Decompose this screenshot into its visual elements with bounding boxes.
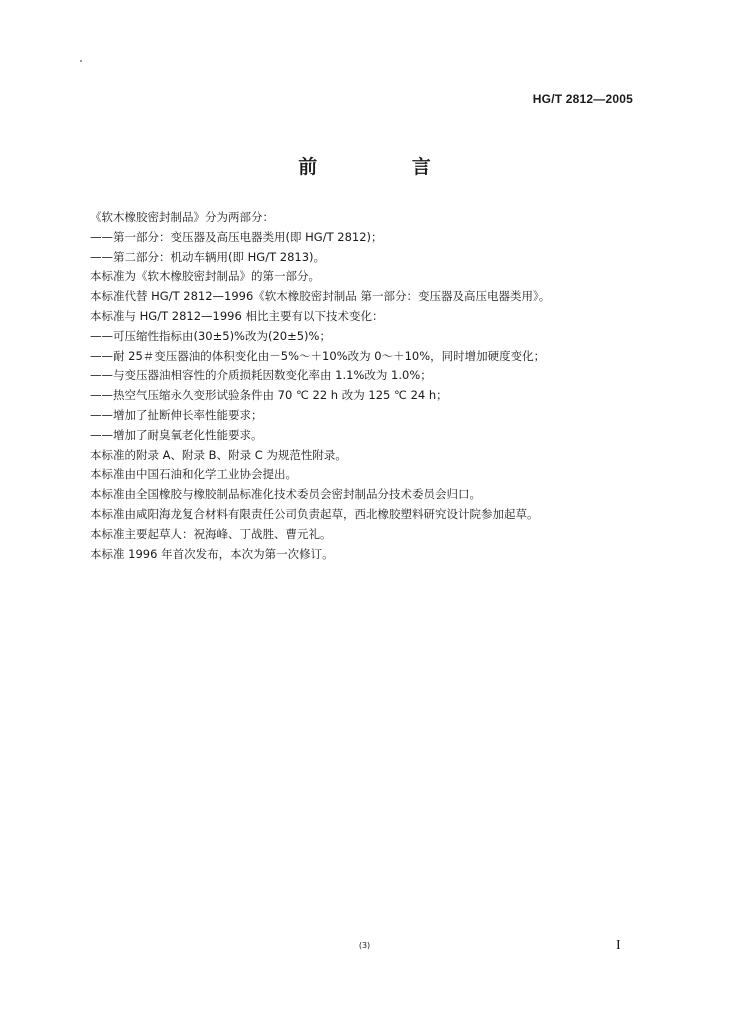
text-line: ——热空气压缩永久变形试验条件由 70 ℃ 22 h 改为 125 ℃ 24 h； <box>90 388 448 403</box>
text-line: 本标准代替 HG/T 2812—1996《软木橡胶密封制品 第一部分：变压器及高压电器类用》。 <box>90 289 551 304</box>
page-number: (3) <box>358 941 371 950</box>
standard-code: HG/T 2812—2005 <box>532 92 633 106</box>
text-line: 《软木橡胶密封制品》分为两部分： <box>90 210 274 224</box>
text-line: 本标准主要起草人：祝海峰、丁战胜、曹元礼。 <box>90 526 332 541</box>
text-line: ——第一部分：变压器及高压电器类用(即 HG/T 2812)； <box>90 229 383 244</box>
text-line: 本标准由咸阳海龙复合材料有限责任公司负责起草，西北橡胶塑料研究设计院参加起草。 <box>90 506 539 521</box>
page-title: 前 言 <box>298 156 475 178</box>
text-line: 本标准由中国石油和化学工业协会提出。 <box>90 467 297 482</box>
text-line: ——耐 25＃变压器油的体积变化由－5%～＋10%改为 0～＋10%，同时增加硬度变化； <box>90 348 546 363</box>
text-line: 本标准为《软木橡胶密封制品》的第一部分。 <box>90 269 320 284</box>
text-line: ——第二部分：机动车辆用(即 HG/T 2813)。 <box>90 249 326 264</box>
text-line: ——增加了扯断伸长率性能要求； <box>90 407 263 422</box>
text-line: 本标准与 HG/T 2812—1996 相比主要有以下技术变化： <box>90 308 384 323</box>
roman-page-number: I <box>616 938 621 953</box>
scan-speck <box>80 60 82 62</box>
text-line: ——可压缩性指标由(30±5)%改为(20±5)%； <box>90 328 331 343</box>
text-line: 本标准的附录 A、附录 B、附录 C 为规范性附录。 <box>90 447 347 462</box>
text-line: 本标准 1996 年首次发布，本次为第一次修订。 <box>90 546 334 561</box>
foreword-body <box>90 208 650 564</box>
text-line: ——与变压器油相容性的介质损耗因数变化率由 1.1%改为 1.0%； <box>90 368 432 383</box>
text-line: 本标准由全国橡胶与橡胶制品标准化技术委员会密封制品分技术委员会归口。 <box>90 487 481 502</box>
text-line: ——增加了耐臭氧老化性能要求。 <box>90 427 263 442</box>
